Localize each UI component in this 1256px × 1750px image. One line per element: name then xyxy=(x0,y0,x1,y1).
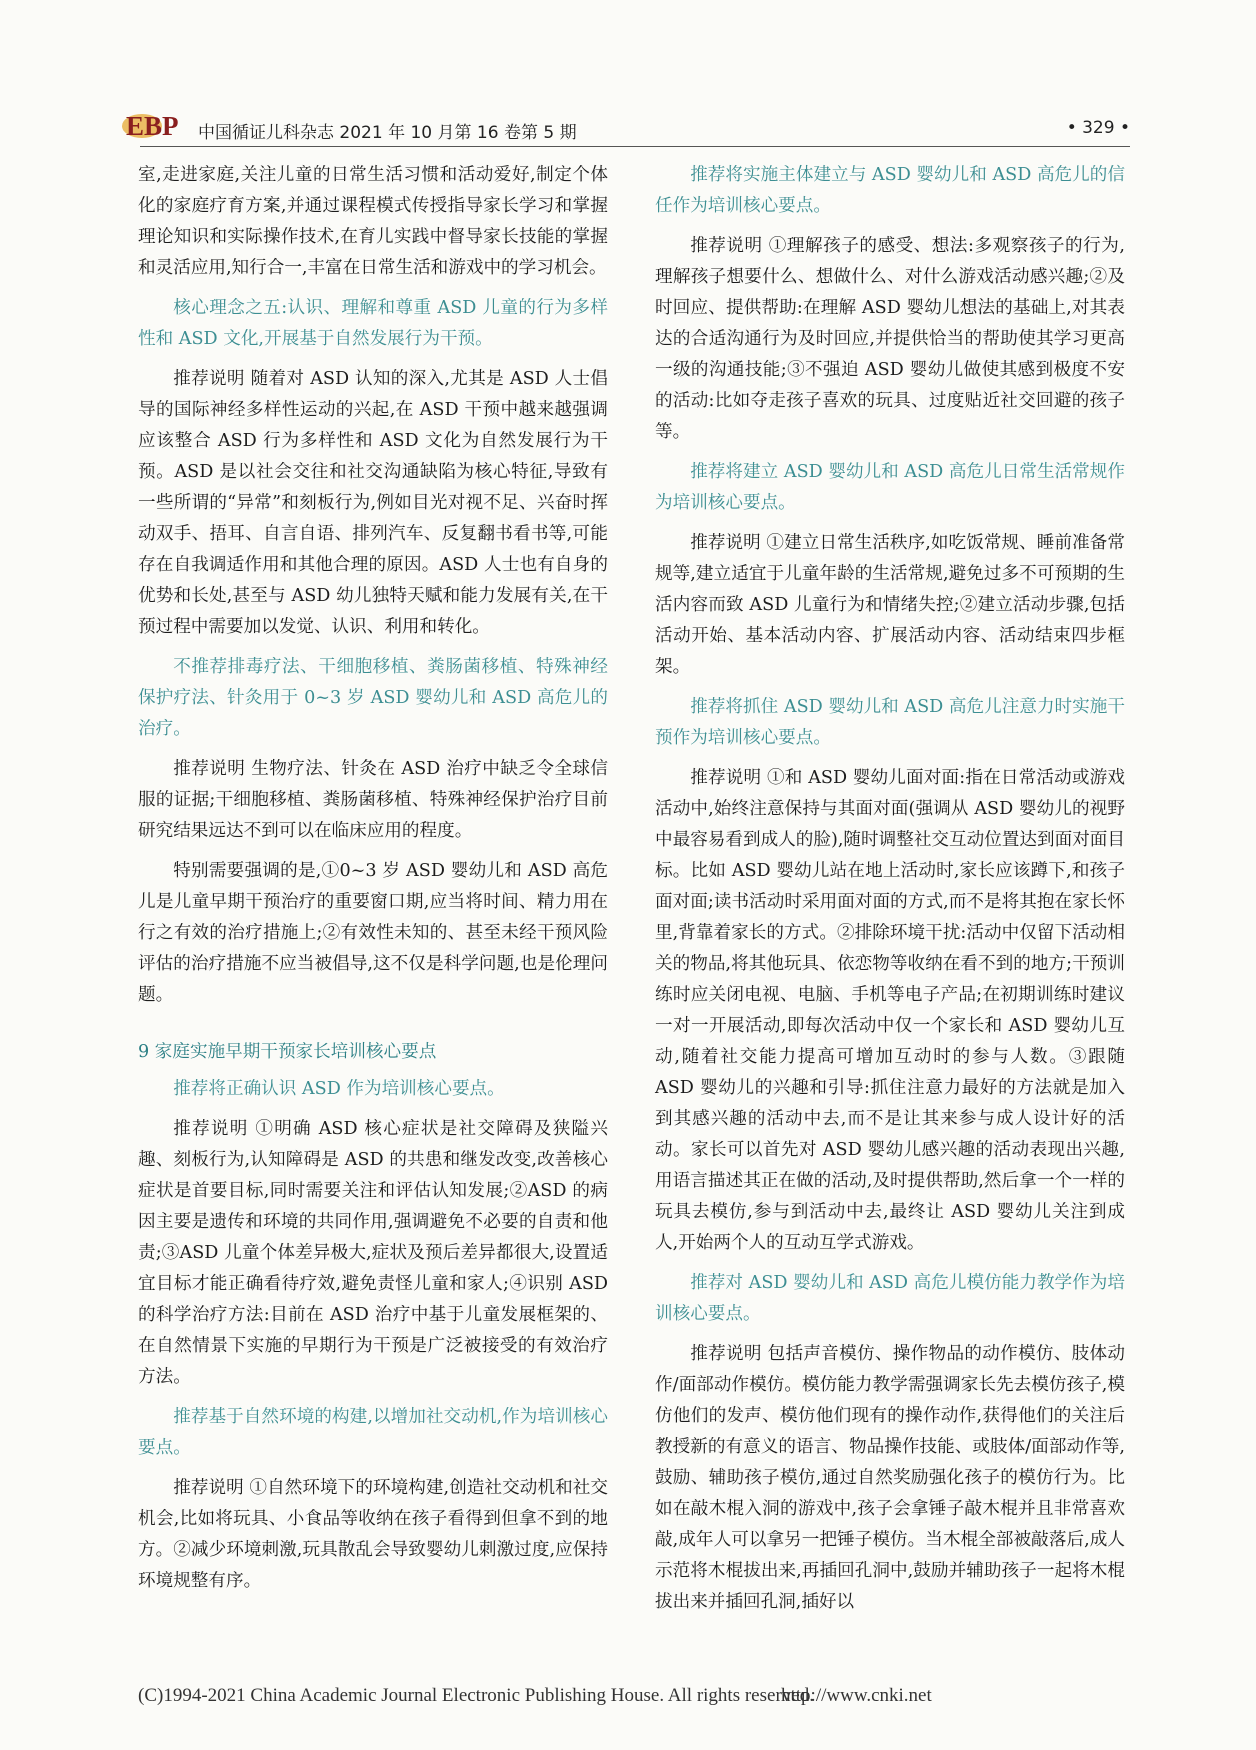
page-footer xyxy=(138,1685,1138,1707)
body-paragraph: 推荐说明 ①和 ASD 婴幼儿面对面:指在日常活动或游戏活动中,始终注意保持与其面对面(强调从 ASD 婴幼儿的视野中最容易看到成人的脸),随时调整社交互动位置达到面对面目标。比如 ASD 婴幼儿站在地上活动时,家长应该蹲下,和孩子面对面;读书活动时采用面对面的方式,而不是将其抱在家长怀里,背靠着家长的方式。②排除环境干扰:活动中仅留下活动相关的物品,将其他玩具、依恋物等收纳在看不到的地方;干预训练时应关闭电视、电脑、手机等电子产品;在初期训练时建议一对一开展活动,即每次活动中仅一个家长和 ASD 婴幼儿互动,随着社交能力提高可增加互动时的参与人数。③跟随 ASD 婴幼儿的兴趣和引导:抓住注意力最好的方法就是加入到其感兴趣的活动中去,而不是让其来参与成人设计好的活动。家长可以首先对 ASD 婴幼儿感兴趣的活动表现出兴趣,用语言描述其正在做的活动,及时提供帮助,然后拿一个一样的玩具去模仿,参与到活动中去,最终让 ASD 婴幼儿关注到成人,开始两个人的互动互学式游戏。 xyxy=(655,768,1125,1253)
right-column xyxy=(655,160,1125,1627)
body-paragraph: 推荐说明 ①理解孩子的感受、想法:多观察孩子的行为,理解孩子想要什么、想做什么、对什么游戏活动感兴趣;②及时回应、提供帮助:在理解 ASD 婴幼儿想法的基础上,对其表达的合适沟通行为及时回应,并提供恰当的帮助使其学习更高一级的沟通技能;③不强迫 ASD 婴幼儿做使其感到极度不安的活动:比如夺走孩子喜欢的玩具、过度贴近社交回避的孩子等。 xyxy=(655,236,1125,442)
body-paragraph: 推荐说明 ①自然环境下的环境构建,创造社交动机和社交机会,比如将玩具、小食品等收纳在孩子看得到但拿不到的地方。②减少环境刺激,玩具散乱会导致婴幼儿刺激过度,应保持环境规整有序。 xyxy=(138,1478,608,1591)
recommendation-statement: 不推荐排毒疗法、干细胞移植、粪肠菌移植、特殊神经保护疗法、针灸用于 0~3 岁 ASD 婴幼儿和 ASD 高危儿的治疗。 xyxy=(138,657,608,739)
recommendation-statement: 推荐将实施主体建立与 ASD 婴幼儿和 ASD 高危儿的信任作为培训核心要点。 xyxy=(655,165,1125,216)
body-paragraph: 室,走进家庭,关注儿童的日常生活习惯和活动爱好,制定个体化的家庭疗育方案,并通过课程模式传授指导家长学习和掌握理论知识和实际操作技术,在育儿实践中督导家长技能的掌握和灵活应用,知行合一,丰富在日常生活和游戏中的学习机会。 xyxy=(138,165,608,278)
ebp-logo-icon xyxy=(120,106,196,142)
recommendation-statement: 推荐将建立 ASD 婴幼儿和 ASD 高危儿日常生活常规作为培训核心要点。 xyxy=(655,462,1125,513)
journal-logo xyxy=(120,106,196,142)
body-paragraph: 推荐说明 包括声音模仿、操作物品的动作模仿、肢体动作/面部动作模仿。模仿能力教学需强调家长先去模仿孩子,模仿他们的发声、模仿他们现有的操作动作,获得他们的关注后教授新的有意义的语言、物品操作技能、或肢体/面部动作等,鼓励、辅助孩子模仿,通过自然奖励强化孩子的模仿行为。比如在敲木棍入洞的游戏中,孩子会拿锤子敲木棍并且非常喜欢敲,成年人可以拿另一把锤子模仿。当木棍全部被敲落后,成人示范将木棍拔出来,再插回孔洞中,鼓励并辅助孩子一起将木棍拔出来并插回孔洞,插好以 xyxy=(655,1344,1125,1612)
journal-info: 中国循证儿科杂志 2021 年 10 月第 16 卷第 5 期 xyxy=(198,123,577,143)
recommendation-statement: 推荐将正确认识 ASD 作为培训核心要点。 xyxy=(173,1079,505,1099)
page-number: • 329 • xyxy=(1066,118,1130,138)
body-paragraph: 推荐说明 随着对 ASD 认知的深入,尤其是 ASD 人士倡导的国际神经多样性运动的兴起,在 ASD 干预中越来越强调应该整合 ASD 行为多样性和 ASD 文化为自然发展行为干预。ASD 是以社会交往和社交沟通缺陷为核心特征,导致有一些所谓的“异常”和刻板行为,例如目光对视不足、兴奋时挥动双手、捂耳、自言自语、排列汽车、反复翻书看书等,可能存在自我调适作用和其他合理的原因。ASD 人士也有自身的优势和长处,甚至与 ASD 幼儿独特天赋和能力发展有关,在干预过程中需要加以发觉、认识、利用和转化。 xyxy=(138,369,608,637)
left-column xyxy=(138,160,608,1606)
recommendation-statement: 推荐基于自然环境的构建,以增加社交动机,作为培训核心要点。 xyxy=(138,1407,608,1458)
body-paragraph: 推荐说明 生物疗法、针灸在 ASD 治疗中缺乏令全球信服的证据;干细胞移植、粪肠菌移植、特殊神经保护治疗目前研究结果远达不到可以在临床应用的程度。 xyxy=(138,759,608,841)
logo-text: EBP xyxy=(126,111,179,141)
recommendation-statement: 核心理念之五:认识、理解和尊重 ASD 儿童的行为多样性和 ASD 文化,开展基于自然发展行为干预。 xyxy=(138,298,608,349)
cnki-link[interactable]: http://www.cnki.net xyxy=(781,1685,932,1706)
header-divider xyxy=(140,146,1130,147)
recommendation-statement: 推荐将抓住 ASD 婴幼儿和 ASD 高危儿注意力时实施干预作为培训核心要点。 xyxy=(655,697,1125,748)
page-header xyxy=(120,100,1130,150)
body-paragraph: 特别需要强调的是,①0~3 岁 ASD 婴幼儿和 ASD 高危儿是儿童早期干预治疗的重要窗口期,应当将时间、精力用在行之有效的治疗措施上;②有效性未知的、甚至未经干预风险评估的治疗措施不应当被倡导,这不仅是科学问题,也是伦理问题。 xyxy=(138,861,608,1005)
body-paragraph: 推荐说明 ①明确 ASD 核心症状是社交障碍及狭隘兴趣、刻板行为,认知障碍是 ASD 的共患和继发改变,改善核心症状是首要目标,同时需要关注和评估认知发展;②ASD 的病因主要是遗传和环境的共同作用,强调避免不必要的自责和他责;③ASD 儿童个体差异极大,症状及预后差异都很大,设置适宜目标才能正确看待疗效,避免责怪儿童和家人;④识别 ASD 的科学治疗方法:目前在 ASD 治疗中基于儿童发展框架的、在自然情景下实施的早期行为干预是广泛被接受的有效治疗方法。 xyxy=(138,1119,608,1387)
body-paragraph: 推荐说明 ①建立日常生活秩序,如吃饭常规、睡前准备常规等,建立适宜于儿童年龄的生活常规,避免过多不可预期的生活内容而致 ASD 儿童行为和情绪失控;②建立活动步骤,包括活动开始、基本活动内容、扩展活动内容、活动结束四步框架。 xyxy=(655,533,1125,677)
recommendation-statement: 推荐对 ASD 婴幼儿和 ASD 高危儿模仿能力教学作为培训核心要点。 xyxy=(655,1273,1125,1324)
copyright-notice: (C)1994-2021 China Academic Journal Electronic Publishing House. All rights reserved. xyxy=(138,1685,814,1706)
section-heading: 9 家庭实施早期干预家长培训核心要点 xyxy=(138,1042,437,1062)
